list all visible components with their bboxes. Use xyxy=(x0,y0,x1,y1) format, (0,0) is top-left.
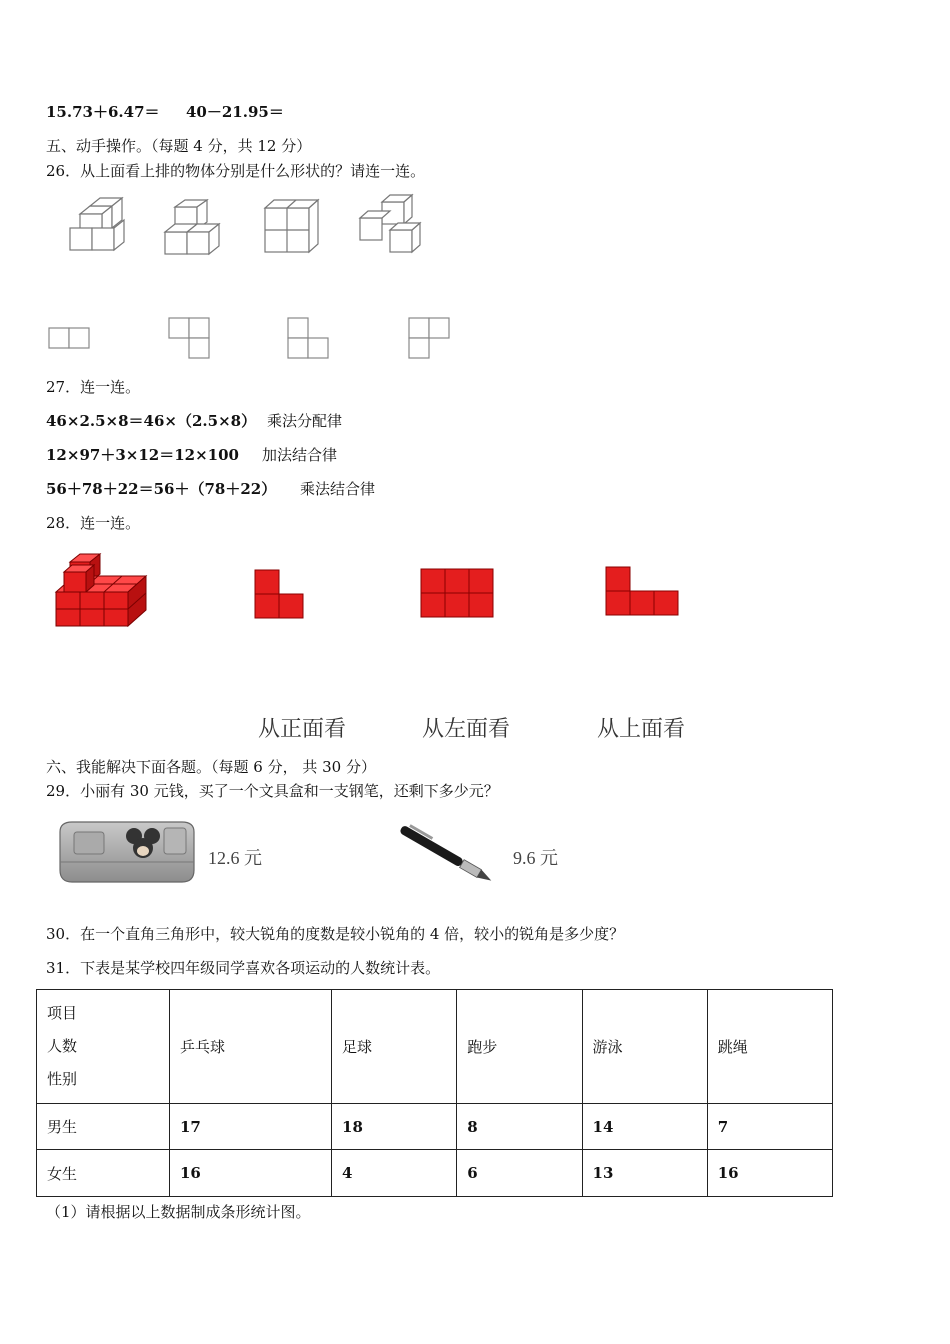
question-29: 29．小丽有 30 元钱，买了一个文具盒和一支钢笔，还剩下多少元？ xyxy=(46,782,499,800)
pen-price: 9.6 元 xyxy=(513,848,558,868)
q27-left-3: 56＋78＋22＝56＋（78＋22） xyxy=(46,480,277,498)
row-label: 男生 xyxy=(37,1104,170,1150)
q31-subquestion-1: （1）请根据以上数据制成条形统计图。 xyxy=(46,1203,311,1221)
solid-figure-3 xyxy=(265,200,318,252)
table-cell: 16 xyxy=(707,1150,832,1197)
solid-figure-4 xyxy=(360,195,420,252)
pencil-box-price: 12.6 元 xyxy=(208,848,262,868)
table-cell: 8 xyxy=(457,1104,582,1150)
pen-image xyxy=(390,822,502,888)
q27-left-2: 12×97＋3×12＝12×100 xyxy=(46,446,239,464)
section-5-title: 五、动手操作。（每题 4 分，共 12 分） xyxy=(46,137,312,155)
expr-2: 40－21.95＝ xyxy=(186,103,284,121)
q27-left-1: 46×2.5×8＝46×（2.5×8） xyxy=(46,412,257,430)
q28-view-shape-3 xyxy=(605,566,681,618)
table-cell: 18 xyxy=(332,1104,457,1150)
q26-solid-figures xyxy=(60,192,440,264)
column-header: 乒乓球 xyxy=(170,990,332,1104)
pencil-box-image xyxy=(54,818,200,886)
q28-view-shape-2 xyxy=(420,568,495,620)
expr-1: 15.73＋6.47＝ xyxy=(46,103,160,121)
column-header: 跳绳 xyxy=(707,990,832,1104)
q27-right-2: 加法结合律 xyxy=(262,446,338,464)
corner-label-gender: 性别 xyxy=(47,1070,78,1088)
section-6-title: 六、我能解决下面各题。（每题 6 分， 共 30 分） xyxy=(46,758,376,776)
table-row xyxy=(37,1104,833,1150)
question-28-title: 28．连一连。 xyxy=(46,514,141,532)
table-cell: 16 xyxy=(170,1150,332,1197)
column-header: 游泳 xyxy=(582,990,707,1104)
corner-label-count: 人数 xyxy=(47,1037,78,1055)
table-cell: 14 xyxy=(582,1104,707,1150)
corner-label-item: 项目 xyxy=(47,1004,78,1022)
top-view-2 xyxy=(169,318,209,358)
solid-figure-1 xyxy=(70,198,124,250)
view-label-front: 从正面看 xyxy=(258,717,347,742)
question-30: 30．在一个直角三角形中，较大锐角的度数是较小锐角的 4 倍，较小的锐角是多少度？ xyxy=(46,925,625,943)
solid-figure-2 xyxy=(165,200,219,254)
table-cell: 4 xyxy=(332,1150,457,1197)
row-label: 女生 xyxy=(37,1150,170,1197)
column-header: 跑步 xyxy=(457,990,582,1104)
q27-right-1: 乘法分配律 xyxy=(267,412,343,430)
table-corner-cell xyxy=(37,990,170,1104)
question-31: 31．下表是某学校四年级同学喜欢各项运动的人数统计表。 xyxy=(46,959,441,977)
sports-stats-table xyxy=(36,989,833,1197)
table-row xyxy=(37,1150,833,1197)
table-cell: 17 xyxy=(170,1104,332,1150)
question-26: 26．从上面看上排的物体分别是什么形状的？请连一连。 xyxy=(46,162,426,180)
top-view-1 xyxy=(49,328,89,348)
view-label-left: 从左面看 xyxy=(422,717,511,742)
table-header-row xyxy=(37,990,833,1104)
table-cell: 6 xyxy=(457,1150,582,1197)
q28-view-shape-1 xyxy=(254,569,306,621)
q27-right-3: 乘法结合律 xyxy=(300,480,376,498)
top-view-4 xyxy=(409,318,449,358)
view-label-top: 从上面看 xyxy=(597,717,686,742)
q26-top-views xyxy=(46,315,456,363)
table-cell: 7 xyxy=(707,1104,832,1150)
column-header: 足球 xyxy=(332,990,457,1104)
table-cell: 13 xyxy=(582,1150,707,1197)
top-view-3 xyxy=(288,318,328,358)
q28-red-solid xyxy=(50,552,154,630)
question-27-title: 27．连一连。 xyxy=(46,378,141,396)
